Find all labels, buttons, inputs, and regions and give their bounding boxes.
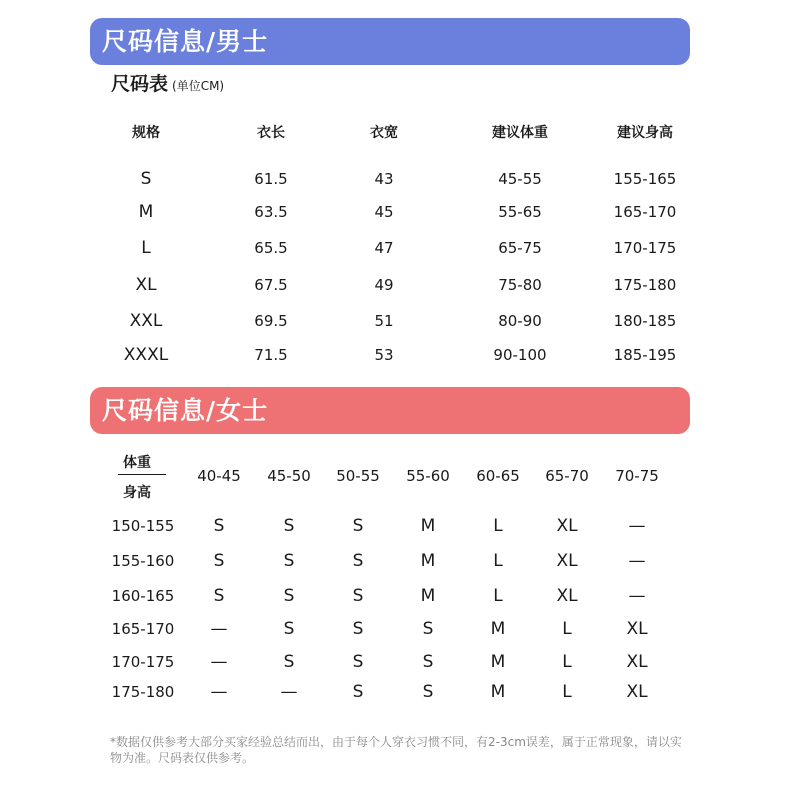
women-size-cell: S [422, 682, 434, 702]
men-table-cell: 45 [374, 203, 394, 221]
size-chart-title-text: 尺码表 [111, 73, 169, 95]
women-size-cell: S [422, 619, 434, 639]
women-size-cell: — [628, 586, 646, 606]
women-size-cell: S [283, 516, 295, 536]
women-size-cell: L [493, 586, 503, 606]
men-size-label: XXXL [123, 345, 169, 365]
women-height-label: 160-165 [111, 587, 175, 605]
women-size-cell: S [352, 682, 364, 702]
women-size-cell: XL [556, 586, 578, 606]
women-size-cell: S [283, 551, 295, 571]
men-table-cell: 69.5 [254, 312, 288, 330]
women-size-cell: XL [556, 551, 578, 571]
women-weight-header: 65-70 [545, 467, 589, 485]
women-size-cell: S [283, 586, 295, 606]
women-weight-header: 55-60 [406, 467, 450, 485]
men-table-cell: 155-165 [613, 170, 677, 188]
men-table-cell: 65-75 [498, 239, 542, 257]
women-size-cell: M [420, 551, 436, 571]
men-table-cell: 170-175 [613, 239, 677, 257]
women-size-cell: S [213, 551, 225, 571]
women-size-banner: 尺码信息/女士 [90, 387, 690, 434]
men-size-label: XXL [129, 311, 163, 331]
men-table-cell: 185-195 [613, 346, 677, 364]
men-header-1: 衣长 [257, 125, 285, 141]
women-size-cell: M [420, 516, 436, 536]
women-size-cell: S [352, 551, 364, 571]
disclaimer-note: *数据仅供参考大部分买家经验总结而出，由于每个人穿衣习惯不同，有2-3cm误差，属于正常现象，请以实物为准。尺码表仅供参考。 [110, 735, 682, 765]
men-table-cell: 71.5 [254, 346, 288, 364]
women-size-cell: XL [626, 682, 648, 702]
women-size-cell: — [210, 682, 228, 702]
women-size-cell: — [210, 652, 228, 672]
women-size-cell: S [352, 652, 364, 672]
women-size-cell: M [420, 586, 436, 606]
women-weight-header: 40-45 [197, 467, 241, 485]
women-height-label: 155-160 [111, 552, 175, 570]
men-table-cell: 51 [374, 312, 394, 330]
men-size-label: M [138, 202, 154, 222]
women-size-cell: S [213, 516, 225, 536]
men-table-cell: 49 [374, 276, 394, 294]
men-table-cell: 61.5 [254, 170, 288, 188]
men-header-2: 衣宽 [370, 125, 398, 141]
men-size-label: S [140, 169, 152, 189]
men-table-cell: 90-100 [493, 346, 547, 364]
women-size-cell: S [283, 619, 295, 639]
men-size-label: XL [135, 275, 157, 295]
men-table-cell: 67.5 [254, 276, 288, 294]
women-height-label: 170-175 [111, 653, 175, 671]
women-size-cell: S [283, 652, 295, 672]
men-header-4: 建议身高 [617, 125, 673, 141]
men-size-label: L [141, 238, 151, 258]
women-size-cell: S [352, 586, 364, 606]
men-table-cell: 180-185 [613, 312, 677, 330]
men-table-cell: 165-170 [613, 203, 677, 221]
men-table-cell: 65.5 [254, 239, 288, 257]
men-header-3: 建议体重 [492, 125, 548, 141]
women-corner-weight-label: 体重 [123, 455, 151, 471]
women-size-cell: L [493, 551, 503, 571]
women-size-cell: M [490, 682, 506, 702]
size-chart-title [111, 69, 224, 96]
women-size-cell: L [562, 652, 572, 672]
women-size-cell: S [352, 516, 364, 536]
women-size-cell: — [628, 516, 646, 536]
men-table-cell: 75-80 [498, 276, 542, 294]
women-size-cell: M [490, 652, 506, 672]
women-size-cell: L [493, 516, 503, 536]
men-table-cell: 63.5 [254, 203, 288, 221]
women-weight-header: 70-75 [615, 467, 659, 485]
women-height-label: 175-180 [111, 683, 175, 701]
women-size-cell: S [352, 619, 364, 639]
men-table-cell: 43 [374, 170, 394, 188]
women-corner-height-label: 身高 [123, 485, 151, 501]
women-size-cell: — [628, 551, 646, 571]
women-size-cell: XL [626, 652, 648, 672]
women-size-cell: S [422, 652, 434, 672]
women-size-cell: XL [556, 516, 578, 536]
men-size-banner: 尺码信息/男士 [90, 18, 690, 65]
men-table-cell: 175-180 [613, 276, 677, 294]
men-table-cell: 80-90 [498, 312, 542, 330]
women-weight-header: 45-50 [267, 467, 311, 485]
size-chart-unit: (单位CM) [172, 79, 225, 93]
women-height-label: 150-155 [111, 517, 175, 535]
women-weight-header: 50-55 [336, 467, 380, 485]
women-size-cell: — [210, 619, 228, 639]
women-weight-header: 60-65 [476, 467, 520, 485]
men-table-cell: 55-65 [498, 203, 542, 221]
women-size-cell: — [280, 682, 298, 702]
women-corner-divider [118, 474, 166, 475]
women-size-cell: L [562, 682, 572, 702]
men-table-cell: 53 [374, 346, 394, 364]
women-size-cell: M [490, 619, 506, 639]
men-table-cell: 45-55 [498, 170, 542, 188]
men-header-0: 规格 [132, 125, 160, 141]
men-table-cell: 47 [374, 239, 394, 257]
women-size-cell: XL [626, 619, 648, 639]
women-height-label: 165-170 [111, 620, 175, 638]
women-size-cell: L [562, 619, 572, 639]
women-size-cell: S [213, 586, 225, 606]
